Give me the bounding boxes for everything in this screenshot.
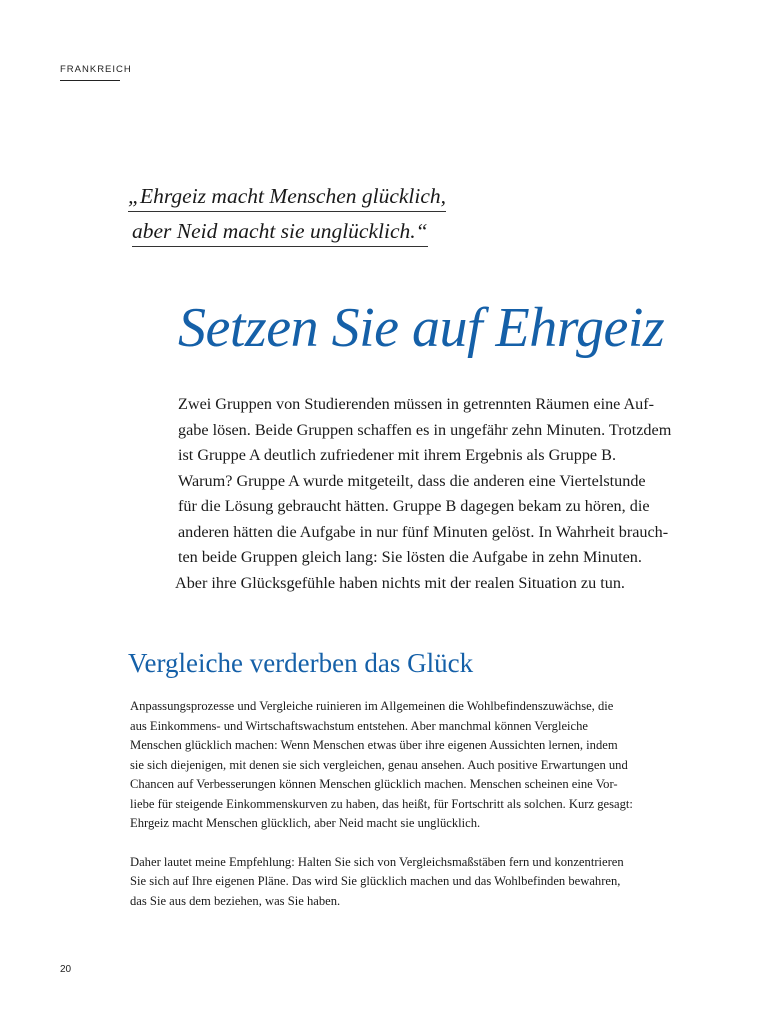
body-line: das Sie aus dem beziehen, was Sie haben.: [130, 893, 341, 908]
page-number: 20: [60, 964, 72, 975]
intro-line: für die Lösung gebraucht hätten. Gruppe B dagegen bekam zu hören, die: [178, 497, 650, 515]
section-subheading: Vergleiche verderben das Glück: [128, 648, 474, 678]
intro-line: Zwei Gruppen von Studierenden müssen in getrennten Räumen eine Auf-: [178, 395, 655, 413]
body-text: [130, 697, 730, 911]
kicker-rule: [60, 80, 120, 81]
body-line: Anpassungsprozesse und Vergleiche ruinieren im Allgemeinen die Wohlbefindenszuwächse, die: [130, 699, 614, 713]
article-headline: Setzen Sie auf Ehrgeiz: [178, 297, 665, 359]
intro-line: ten beide Gruppen gleich lang: Sie lösten die Aufgabe in zehn Minuten.: [178, 548, 642, 566]
body-line: liebe für steigende Einkommenskurven zu haben, das heißt, für Fortschritt als solchen. Kurz gesagt:: [130, 796, 633, 811]
body-line: Ehrgeiz macht Menschen glücklich, aber Neid macht sie unglücklich.: [130, 816, 481, 830]
pull-quote: [128, 183, 446, 253]
paragraph-gap: [130, 834, 730, 853]
body-line: Chancen auf Verbesserungen können Menschen glücklich machen. Menschen scheinen eine Vor-: [130, 777, 618, 791]
intro-line: Warum? Gruppe A wurde mitgeteilt, dass die anderen eine Viertelstunde: [178, 471, 646, 490]
pull-quote-line: „Ehrgeiz macht Menschen glücklich,: [128, 183, 446, 212]
intro-line: anderen hätten die Aufgabe in nur fünf Minuten gelöst. In Wahrheit brauch-: [178, 522, 669, 541]
section-kicker: FRANKREICH: [60, 64, 132, 75]
intro-paragraph: [175, 392, 698, 596]
intro-line: gabe lösen. Beide Gruppen schaffen es in ungefähr zehn Minuten. Trotzdem: [178, 420, 672, 439]
intro-line: ist Gruppe A deutlich zufriedener mit ihrem Ergebnis als Gruppe B.: [178, 446, 617, 464]
pull-quote-line: aber Neid macht sie unglücklich.“: [132, 218, 428, 247]
body-line: sie sich diejenigen, mit denen sie sich vergleichen, genau ansehen. Auch positive Erwartungen und: [130, 757, 628, 772]
body-line: Daher lautet meine Empfehlung: Halten Sie sich von Vergleichsmaßstäben fern und konzentrieren: [130, 854, 624, 869]
intro-line: Aber ihre Glücksgefühle haben nichts mit der realen Situation zu tun.: [175, 573, 625, 592]
body-line: Menschen glücklich machen: Wenn Menschen etwas über ihre eigenen Aussichten lernen, indem: [130, 738, 618, 752]
body-line: aus Einkommens- und Wirtschaftswachstum entstehen. Aber manchmal können Vergleiche: [130, 718, 589, 733]
body-line: Sie sich auf Ihre eigenen Pläne. Das wird Sie glücklich machen und das Wohlbefinden bewahren,: [130, 874, 621, 888]
